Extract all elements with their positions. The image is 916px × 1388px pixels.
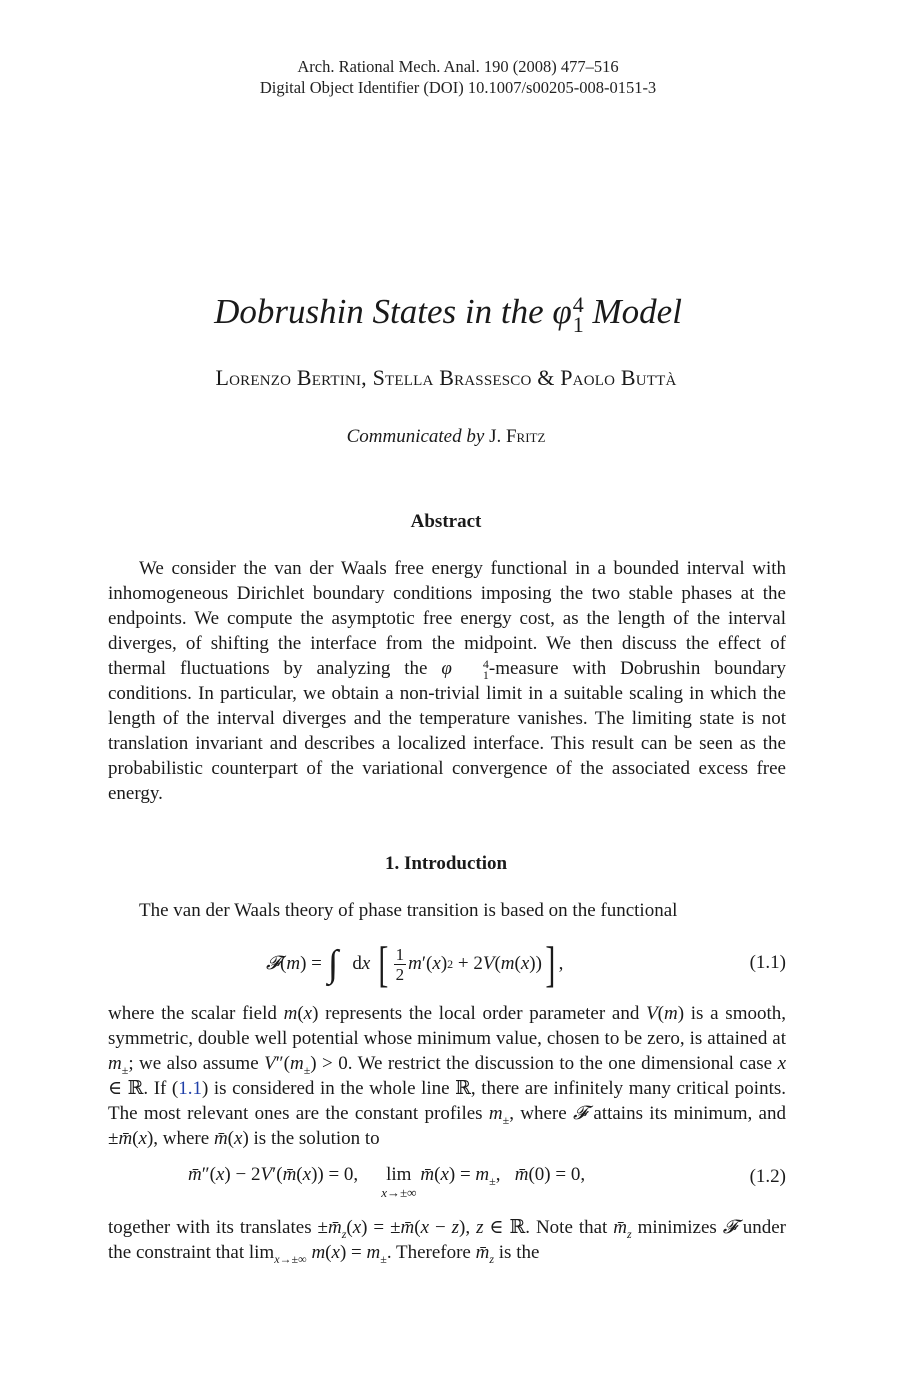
- equation-ref-link[interactable]: 1.1: [178, 1078, 203, 1099]
- communicated-label: Communicated by: [346, 426, 485, 447]
- communicated-by: [0, 426, 892, 448]
- intro-paragraph-3: together with its translates $\pm m̄_z(x)$ = ±m̄(x − z), z ∈ ℝ. Note that $m̄_z$ minimizes 𝓕 under the constraint that $\lim_{x\to\pm\infty} m(x) = m_\pm$. Therefore $m̄_z$ is the: [108, 1217, 786, 1266]
- title-phi: φ: [552, 292, 572, 331]
- abstract-text-end: -measure with Dobrushin boundary conditions. In particular, we obtain a non-trivial limit in a suitable scaling in which the length of the interval diverges and the temperature vanishes. The limiting state is not translation invariant and describes a localized interface. This result can be seen as the probabilistic counterpart of the variational convergence of the associated excess free energy.: [108, 658, 786, 804]
- doi-line: Digital Object Identifier (DOI) 10.1007/s00205-008-0151-3: [259, 78, 657, 97]
- abstract-phi-indices: 4 1: [482, 656, 489, 682]
- paper-title: [0, 292, 896, 335]
- title-suffix: Model: [583, 292, 682, 331]
- section-heading-introduction: 1. Introduction: [384, 853, 508, 874]
- title-prefix: Dobrushin States in the: [214, 292, 553, 331]
- title-phi-sup: 4: [572, 291, 584, 317]
- equation-1-2-number: (1.2): [749, 1166, 786, 1187]
- equation-1-1-number: (1.1): [749, 952, 786, 973]
- intro-paragraph-2: where the scalar field m(x) represents the local order parameter and V(m) is a smooth, symmetric, double well potential whose minimum value, chosen to be zero, is attained at $m_\pm$; we also assume $V''(m_\pm) > 0$. We restrict the discussion to the one dimensional case x ∈ ℝ. If (1.1) is considered in the whole line ℝ, there are infinitely many critical points. The most relevant ones are the constant profiles $m_\pm$, where 𝓕 attains its minimum, and ±m̄(x), where m̄(x) is the solution to: [108, 1003, 787, 1149]
- author-list: Lorenzo Bertini, Stella Brassesco & Paolo Buttà: [215, 365, 677, 390]
- abstract-text-start: We consider the van der Waals free energy functional in a bounded interval with inhomogeneous Dirichlet boundary conditions imposing the two stable phases at the endpoints. We compute the asymptotic free energy cost, as the length of the interval diverges, of shifting the interface from the midpoint. We then discuss the effect of thermal fluctuations by analyzing the: [108, 558, 786, 679]
- abstract-body: [108, 556, 786, 806]
- equation-1-2: [108, 1164, 786, 1206]
- equation-1-2-formula: m̄″(x) − 2V′(m̄(x)) = 0, lim x→±∞ m̄(x) = $m_\pm$, m̄(0) = 0,: [188, 1164, 586, 1200]
- journal-header: [0, 56, 916, 98]
- abstract-phi-symbol: φ: [441, 658, 452, 679]
- abstract-heading: Abstract: [410, 511, 482, 532]
- intro-paragraph-1: The van der Waals theory of phase transition is based on the functional: [139, 900, 678, 921]
- equation-1-1: [108, 936, 786, 996]
- communicated-name: J. Fritz: [489, 426, 546, 447]
- title-phi-indices: [572, 291, 584, 337]
- equation-1-1-formula: 𝓕 ( m ) = ∫ d x [ $\frac{1}{2}$ m ′( x ) 2 + 2 V ( m ( x )) ] ,: [266, 936, 564, 992]
- journal-citation: Arch. Rational Mech. Anal. 190 (2008) 477–516: [297, 57, 619, 76]
- title-phi-sub: 1: [572, 311, 584, 337]
